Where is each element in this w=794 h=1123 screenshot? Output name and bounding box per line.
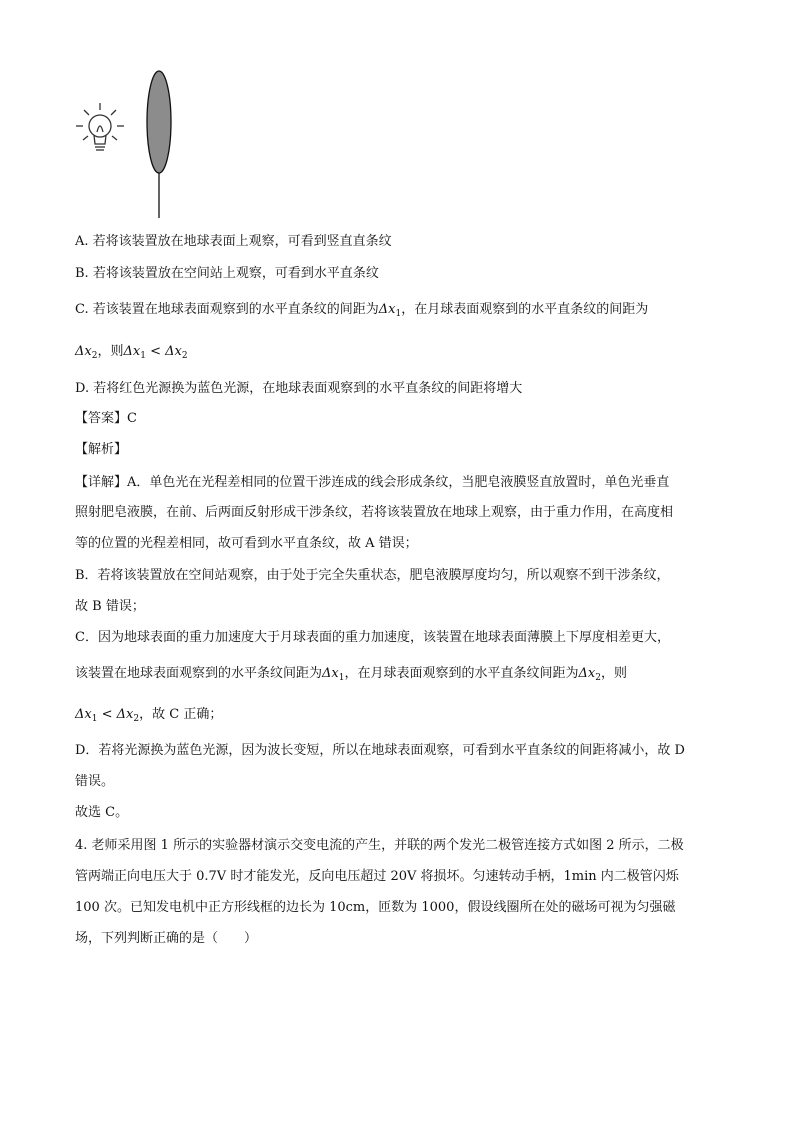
- option-c-text-2: ，在月球表面观察到的水平直条纹的间距为: [401, 302, 649, 317]
- question-4-line4: 场，下列判断正确的是（ ）: [75, 931, 258, 946]
- delta-symbol: Δ: [116, 707, 127, 722]
- detail-a-line1: 【详解】A．单色光在光程差相同的位置干涉连成的线会形成条纹，当肥皂液膜竖直放置时，单色光垂直: [75, 475, 670, 490]
- delta-x2: [75, 344, 97, 359]
- detail-c-line2: [75, 664, 627, 688]
- detail-c-text-3: ，则: [600, 666, 627, 681]
- option-c-line1: [75, 300, 648, 324]
- detail-c-text: 该装置在地球表面观察到的水平条纹间距为: [75, 666, 323, 681]
- delta-symbol: Δ: [378, 302, 389, 317]
- detail-a-line2: 照射肥皂液膜，在前、后两面反射形成干涉条纹，若将该装置放在地球上观察，由于重力作用，在高度相: [75, 505, 674, 520]
- question-4-line2: 管两端正向电压大于 0.7V 时才能发光，反向电压超过 20V 将损坏。匀速转动手柄，1min 内二极管闪烁: [75, 869, 679, 884]
- detail-c-text-4: ，故 C 正确；: [139, 707, 223, 722]
- delta-symbol: Δ: [165, 344, 175, 359]
- soap-film-frame: [147, 71, 171, 218]
- detail-c-line1: C．因为地球表面的重力加速度大于月球表面的重力加速度，该装置在地球表面薄膜上下厚度相差更大，: [75, 630, 670, 645]
- detail-d-line1: D．若将光源换为蓝色光源，因为波长变短，所以在地球表面观察，可看到水平直条纹的间距将减小，故 D: [75, 743, 685, 758]
- answer: 【答案】C: [75, 411, 137, 426]
- inequality: [123, 344, 187, 359]
- option-a: A. 若将该装置放在地球表面上观察，可看到竖直直条纹: [75, 234, 392, 249]
- subscript-2: 2: [181, 351, 188, 361]
- detail-b-line1: B．若将该装置放在空间站观察，由于处于完全失重状态，肥皂液膜厚度均匀，所以观察不到干涉条纹，: [75, 568, 670, 583]
- delta-symbol: Δ: [75, 707, 85, 722]
- x-symbol: x: [331, 666, 339, 681]
- delta-symbol: Δ: [578, 666, 588, 681]
- x-symbol: x: [388, 302, 396, 317]
- delta-symbol: Δ: [75, 344, 85, 359]
- less-than: <: [145, 344, 166, 359]
- x-symbol: x: [84, 707, 92, 722]
- delta-x1: [379, 302, 401, 317]
- option-d: D. 若将红色光源换为蓝色光源，在地球表面观察到的水平直条纹的间距将增大: [75, 381, 523, 396]
- subscript-2: 2: [133, 714, 140, 724]
- x-symbol: x: [126, 707, 134, 722]
- question-4-line1: 4. 老师采用图 1 所示的实验器材演示交变电流的产生，并联的两个发光二极管连接方式如图 2 所示，二极: [75, 838, 684, 853]
- option-c-text: C. 若该装置在地球表面观察到的水平直条纹的间距为: [75, 302, 379, 317]
- delta-symbol: Δ: [322, 666, 332, 681]
- detail-c-text-2: ，在月球表面观察到的水平直条纹间距为: [344, 666, 579, 681]
- subscript-1: 1: [395, 309, 402, 319]
- light-bulb-icon: [76, 103, 124, 150]
- conclusion: 故选 C。: [75, 805, 129, 820]
- detail-c-line3: [75, 705, 222, 729]
- x-symbol: x: [174, 344, 182, 359]
- option-c-text-3: ，则: [97, 344, 124, 359]
- subscript-2: 2: [91, 351, 98, 361]
- subscript-1: 1: [91, 714, 98, 724]
- detail-a-line3: 等的位置的光程差相同，故可看到水平直条纹，故 A 错误；: [75, 536, 418, 551]
- subscript-2: 2: [595, 673, 601, 683]
- subscript-1: 1: [140, 351, 146, 361]
- analysis-title: 【解析】: [75, 442, 128, 457]
- detail-d-line2: 错误。: [75, 774, 115, 789]
- delta-x2: [579, 666, 601, 681]
- detail-b-line2: 故 B 错误；: [75, 599, 145, 614]
- delta-x1: [322, 666, 344, 681]
- option-b: B. 若将该装置放在空间站上观察，可看到水平直条纹: [75, 266, 379, 281]
- question-4-line3: 100 次。已知发电机中正方形线框的边长为 10cm，匝数为 1000，假设线圈所在处的磁场可视为匀强磁: [75, 900, 676, 915]
- delta-symbol: Δ: [123, 344, 133, 359]
- experiment-figure: [70, 68, 190, 223]
- x-symbol: x: [84, 344, 92, 359]
- less-than: <: [97, 707, 117, 722]
- inequality: [75, 707, 139, 722]
- x-symbol: x: [132, 344, 141, 359]
- subscript-1: 1: [338, 673, 345, 683]
- x-symbol: x: [587, 666, 596, 681]
- option-c-line2: [75, 342, 188, 366]
